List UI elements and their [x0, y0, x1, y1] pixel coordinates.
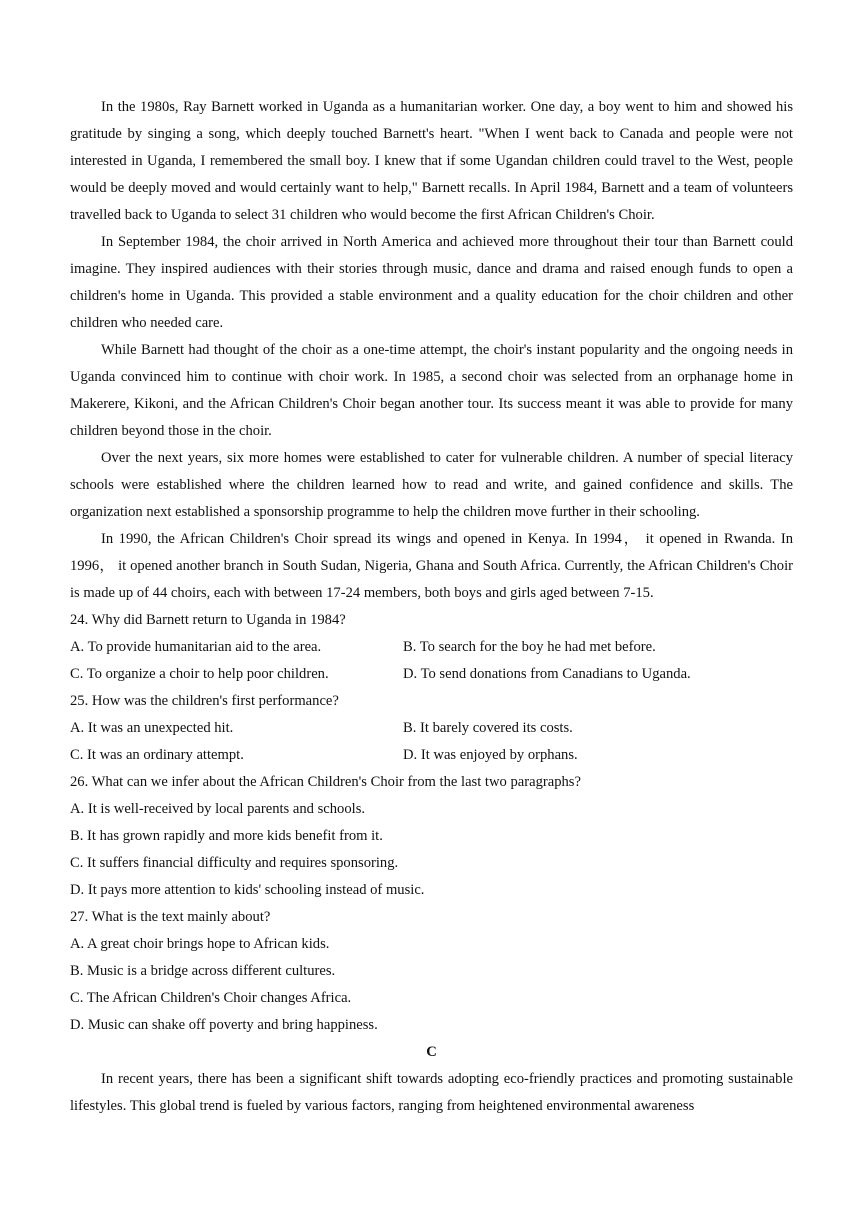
option-row [70, 634, 793, 661]
passage-b-paragraph-2: In September 1984, the choir arrived in North America and achieved more throughout their tour than Barnett could imagine. They inspired audiences with their stories through music, dance and drama and raised enough funds to open a children's home in Uganda. This provided a stable environment and a quality education for the choir children and other children who needed care. [70, 234, 793, 331]
exam-page [70, 94, 793, 1120]
option-c: C. To organize a choir to help poor children. [70, 666, 329, 682]
option-a: A. A great choir brings hope to African kids. [70, 936, 330, 952]
question-stem: 26. What can we infer about the African Children's Choir from the last two paragraphs? [70, 774, 581, 790]
option-a: A. It is well-received by local parents and schools. [70, 801, 366, 817]
passage-b-paragraph-3: While Barnett had thought of the choir as a one-time attempt, the choir's instant popularity and the ongoing needs in Uganda convinced him to continue with choir work. In 1985, a second choir was selected from an orphanage home in Makerere, Kikoni, and the African Children's Choir began another tour. Its success meant it was able to provide for many children beyond those in the choir. [70, 342, 793, 439]
option-b: B. Music is a bridge across different cultures. [70, 963, 336, 979]
question-stem: 27. What is the text mainly about? [70, 909, 271, 925]
passage-b [70, 94, 793, 607]
section-title: C [426, 1044, 437, 1060]
option-c: C. It suffers financial difficulty and requires sponsoring. [70, 855, 399, 871]
passage-c [70, 1039, 793, 1120]
option-a: A. It was an unexpected hit. [70, 720, 234, 736]
option-d: D. It was enjoyed by orphans. [403, 747, 578, 763]
option-a: A. To provide humanitarian aid to the area. [70, 639, 322, 655]
option-d: D. To send donations from Canadians to Uganda. [403, 666, 691, 682]
question-24 [70, 607, 793, 688]
option-row [70, 661, 793, 688]
passage-c-paragraph-1: In recent years, there has been a significant shift towards adopting eco-friendly practices and promoting sustainable lifestyles. This global trend is fueled by various factors, ranging from heightened environmental awareness [70, 1071, 793, 1114]
option-c: C. The African Children's Choir changes Africa. [70, 990, 352, 1006]
question-stem: 24. Why did Barnett return to Uganda in 1984? [70, 612, 346, 628]
option-row [70, 742, 793, 769]
option-c: C. It was an ordinary attempt. [70, 747, 244, 763]
option-d: D. Music can shake off poverty and bring happiness. [70, 1017, 378, 1033]
option-b: B. To search for the boy he had met before. [403, 639, 656, 655]
passage-b-paragraph-5: In 1990, the African Children's Choir spread its wings and opened in Kenya. In 1994， it opened in Rwanda. In 1996， it opened another branch in South Sudan, Nigeria, Ghana and South Africa. Currently, the African Children's Choir is made up of 44 choirs, each with between 17-24 members, both boys and girls aged between 7-15. [70, 531, 793, 601]
option-row [70, 715, 793, 742]
question-26 [70, 769, 793, 904]
option-d: D. It pays more attention to kids' schooling instead of music. [70, 882, 425, 898]
question-27 [70, 904, 793, 1039]
passage-b-paragraph-4: Over the next years, six more homes were established to cater for vulnerable children. A number of special literacy schools were established where the children learned how to read and write, and gained confidence and skills. The organization next established a sponsorship programme to help the children move further in their schooling. [70, 450, 793, 520]
question-stem: 25. How was the children's first performance? [70, 693, 339, 709]
question-25 [70, 688, 793, 769]
passage-b-paragraph-1: In the 1980s, Ray Barnett worked in Uganda as a humanitarian worker. One day, a boy went to him and showed his gratitude by singing a song, which deeply touched Barnett's heart. "When I went back to Canada and people were not interested in Uganda, I remembered the small boy. I knew that if some Ugandan children could travel to the West, people would be deeply moved and would certainly want to help," Barnett recalls. In April 1984, Barnett and a team of volunteers travelled back to Uganda to select 31 children who would become the first African Children's Choir. [70, 99, 793, 223]
option-b: B. It barely covered its costs. [403, 720, 573, 736]
option-b: B. It has grown rapidly and more kids benefit from it. [70, 828, 383, 844]
